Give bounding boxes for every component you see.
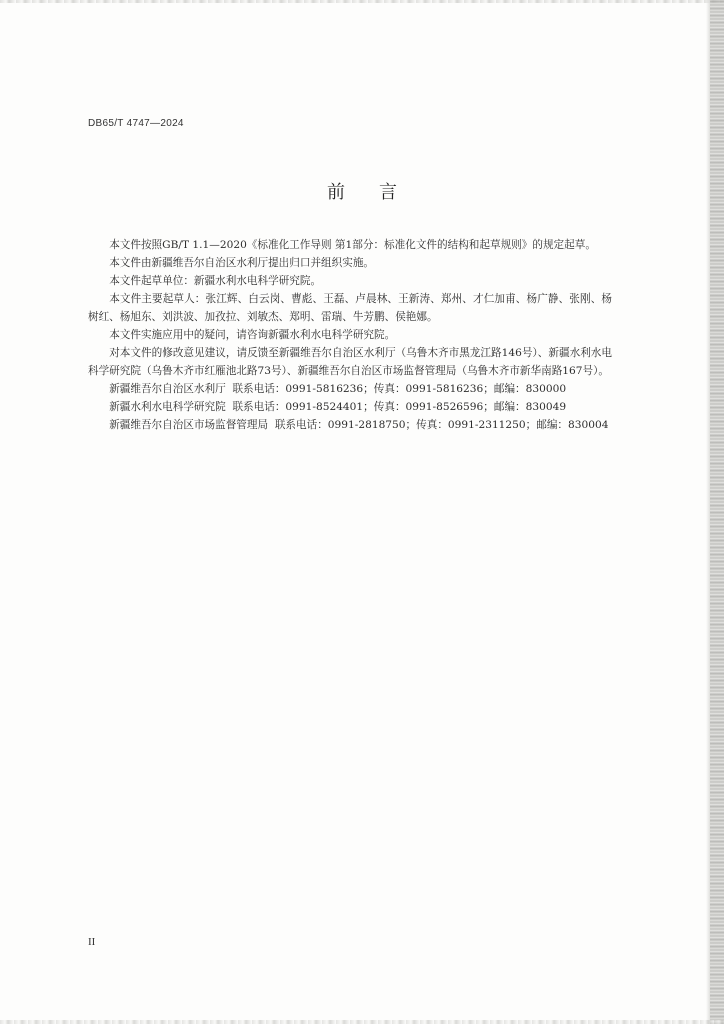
paragraph-drafting-rules: 本文件按照GB/T 1.1—2020《标准化工作导则 第1部分：标准化文件的结构和起草规则》的规定起草。 xyxy=(109,239,596,251)
contact-fax: 传真：0991-5816236； xyxy=(373,383,494,395)
paragraph-feedback: 对本文件的修改意见建议，请反馈至新疆维吾尔自治区水利厅（乌鲁木齐市黑龙江路146号）、新疆水利水电科学研究院（乌鲁木齐市红雁池北路73号）、新疆维吾尔自治区市场监督管理局（乌鲁木齐市新华南路167号）。 xyxy=(88,347,612,377)
paragraph-proposer: 本文件由新疆维吾尔自治区水利厅提出归口并组织实施。 xyxy=(109,257,375,269)
contact-postcode: 邮编：830004 xyxy=(536,419,609,431)
contact-postcode: 邮编：830000 xyxy=(493,383,567,395)
contact-list xyxy=(88,380,612,434)
paragraph-drafting-unit: 本文件起草单位：新疆水利水电科学研究院。 xyxy=(109,275,322,287)
contact-phone: 联系电话：0991-8524401； xyxy=(232,401,374,413)
contact-postcode: 邮编：830049 xyxy=(493,401,567,413)
scan-artifact-right-edge xyxy=(710,0,724,1024)
scan-artifact-bottom xyxy=(0,1020,724,1024)
paragraph-inquiry: 本文件实施应用中的疑问，请咨询新疆水利水电科学研究院。 xyxy=(109,329,396,341)
contact-org: 新疆维吾尔自治区水利厅 xyxy=(109,383,226,395)
contact-phone: 联系电话：0991-5816236； xyxy=(232,383,374,395)
foreword-title: 前言 xyxy=(327,182,431,203)
contact-line xyxy=(88,380,612,398)
contact-line xyxy=(88,416,612,434)
page-number: II xyxy=(88,936,96,948)
contact-phone: 联系电话：0991-2818750； xyxy=(274,419,417,431)
paragraph-drafters: 本文件主要起草人：张江辉、白云岗、曹彪、王磊、卢晨林、王新涛、郑州、才仁加甫、杨广静、张刚、杨树红、杨旭东、刘洪波、加孜拉、刘敏杰、郑明、雷瑞、牛芳鹏、侯艳娜。 xyxy=(88,293,612,323)
scan-artifact-top xyxy=(0,0,724,3)
contact-org: 新疆水利水电科学研究院 xyxy=(109,401,226,413)
standard-code: DB65/T 4747—2024 xyxy=(88,118,184,129)
foreword-body xyxy=(88,236,612,434)
contact-line xyxy=(88,398,612,416)
contact-fax: 传真：0991-2311250； xyxy=(416,419,537,431)
contact-org: 新疆维吾尔自治区市场监督管理局 xyxy=(109,419,269,431)
contact-fax: 传真：0991-8526596； xyxy=(373,401,494,413)
